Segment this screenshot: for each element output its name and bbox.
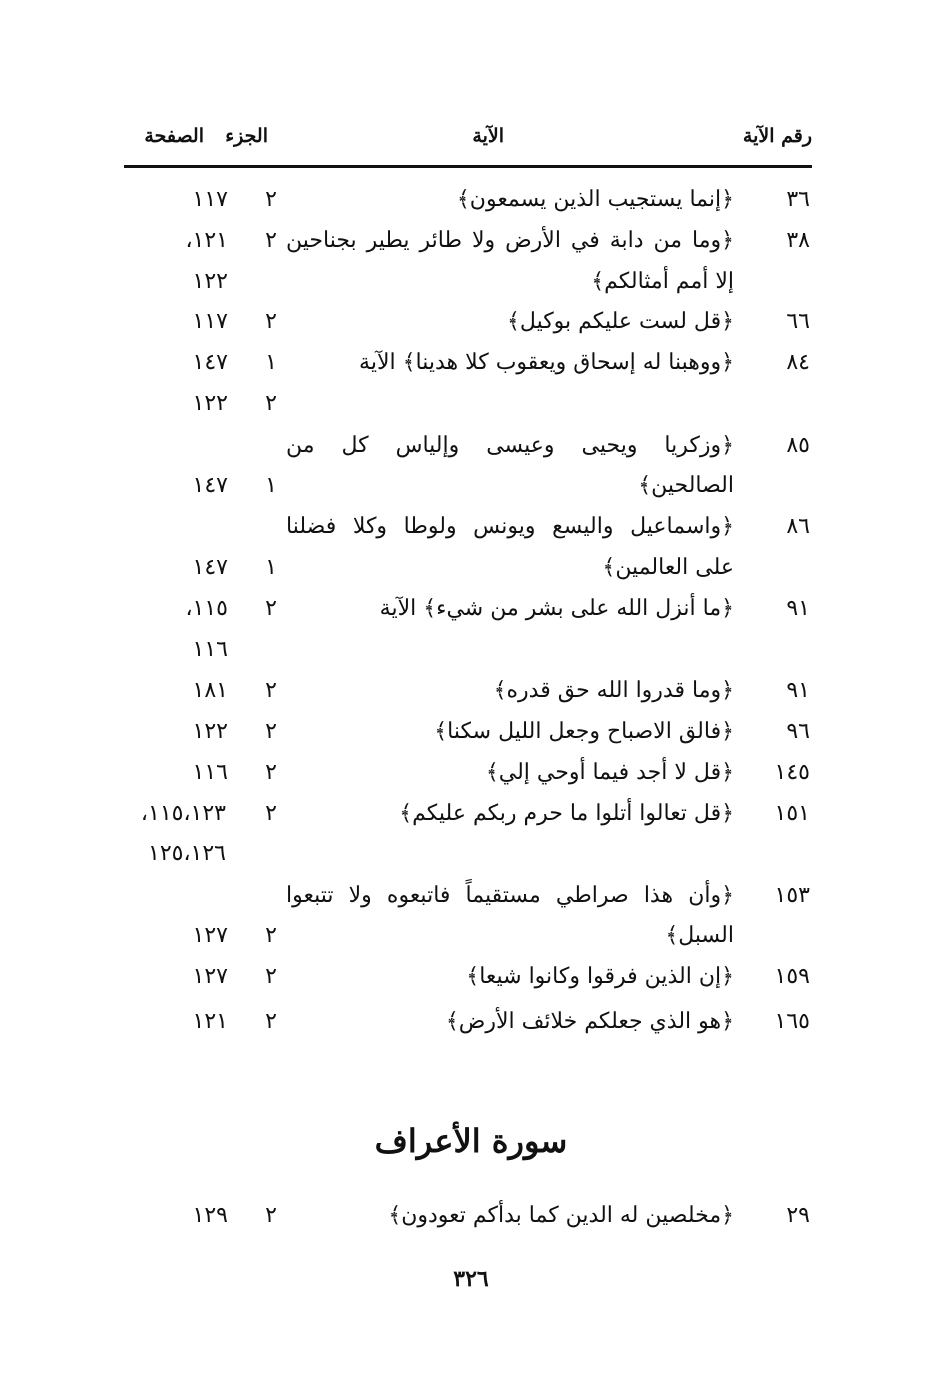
ayah-text: ﴿هو الذي جعلكم خلائف الأرض﴾ xyxy=(445,1009,734,1034)
ayah-text: ﴿فالق الاصباح وجعل الليل سكنا﴾ xyxy=(434,719,734,744)
page-reference: ١١٧ xyxy=(192,187,228,212)
page-reference: ١٤٧ xyxy=(192,350,228,375)
table-row xyxy=(0,671,942,711)
table-row xyxy=(0,426,942,466)
ayah-number: ٣٨ xyxy=(786,228,810,253)
ayah-number: ١٦٥ xyxy=(774,1009,810,1034)
juz-number: ٢ xyxy=(265,923,277,948)
page-number: ٣٢٦ xyxy=(453,1266,489,1292)
page-reference: ١٢٢ xyxy=(192,269,228,294)
ayah-number: ٣٦ xyxy=(786,187,810,212)
table-row xyxy=(0,180,942,220)
table-row xyxy=(0,343,942,383)
juz-number: ١ xyxy=(265,350,277,375)
table-row xyxy=(0,834,942,874)
table-row xyxy=(0,712,942,752)
ayah-text: ﴿وما قدروا الله حق قدره﴾ xyxy=(493,678,734,703)
ayah-text: ﴿إنما يستجيب الذين يسمعون﴾ xyxy=(456,187,734,212)
table-row xyxy=(0,589,942,629)
table-row xyxy=(0,262,942,302)
ayah-text: على العالمين﴾ xyxy=(602,555,734,580)
juz-number: ٢ xyxy=(265,719,277,744)
ayah-text: ﴿قل لا أجد فيما أوحي إلي﴾ xyxy=(485,760,734,785)
page-reference: ١٢٢ xyxy=(192,719,228,744)
ayah-text: الصالحين﴾ xyxy=(638,473,734,498)
juz-number: ٢ xyxy=(265,596,277,621)
header-ayah-number: رقم الآية xyxy=(742,125,812,147)
juz-number: ٢ xyxy=(265,678,277,703)
table-row xyxy=(0,794,942,834)
juz-number: ١ xyxy=(265,473,277,498)
page-reference: ١١٥، xyxy=(185,596,228,621)
juz-number: ٢ xyxy=(265,391,277,416)
ayah-number: ٨٥ xyxy=(786,433,810,458)
table-row xyxy=(0,384,942,424)
juz-number: ٢ xyxy=(265,1009,277,1034)
table-row xyxy=(0,302,942,342)
page-reference: ١٢٥،١٢٦ xyxy=(148,841,226,866)
table-row xyxy=(0,466,942,506)
ayah-number: ٨٤ xyxy=(786,350,810,375)
table-row xyxy=(0,753,942,793)
table-row xyxy=(0,630,942,670)
table-header xyxy=(124,125,812,159)
header-ayah: الآية xyxy=(472,125,504,147)
header-juz: الجزء xyxy=(225,125,268,147)
page-reference: ١٤٧ xyxy=(192,473,228,498)
ayah-number: ٩١ xyxy=(786,596,810,621)
table-row xyxy=(0,507,942,547)
table-row xyxy=(0,1002,942,1042)
page-reference: ١٢٧ xyxy=(192,923,228,948)
header-rule xyxy=(124,165,812,168)
ayah-text: ﴿وما من دابة في الأرض ولا طائر يطير بجناحين xyxy=(286,228,734,253)
ayah-number: ١٥٩ xyxy=(774,964,810,989)
table-row xyxy=(0,221,942,261)
ayah-number: ٩١ xyxy=(786,678,810,703)
ayah-text: إلا أمم أمثالكم﴾ xyxy=(591,269,734,294)
table-row xyxy=(0,916,942,956)
header-page: الصفحة xyxy=(144,125,204,147)
ayah-text: ﴿ما أنزل الله على بشر من شيء﴾ الآية xyxy=(379,596,734,621)
page-reference: ١٢٩ xyxy=(192,1203,228,1228)
ayah-text: ﴿قل تعالوا أتلوا ما حرم ربكم عليكم﴾ xyxy=(399,801,734,826)
surah-title: سورة الأعراف xyxy=(374,1122,568,1160)
ayah-number: ٩٦ xyxy=(786,719,810,744)
juz-number: ٢ xyxy=(265,187,277,212)
ayah-text: ﴿مخلصين له الدين كما بدأكم تعودون﴾ xyxy=(388,1203,734,1228)
page-reference: ١١٧ xyxy=(192,309,228,334)
ayah-text: ﴿قل لست عليكم بوكيل﴾ xyxy=(507,309,734,334)
page-reference: ١١٦ xyxy=(192,760,228,785)
page-reference: ١٢٢ xyxy=(192,391,228,416)
juz-number: ٢ xyxy=(265,309,277,334)
table-row xyxy=(0,876,942,916)
page-reference: ١٢١، xyxy=(185,228,228,253)
juz-number: ١ xyxy=(265,555,277,580)
ayah-text: ﴿وزكريا ويحيى وعيسى وإلياس كل من xyxy=(286,433,734,458)
ayah-number: ١٥١ xyxy=(774,801,810,826)
page-reference: ١١٥،١٢٣، xyxy=(140,801,226,826)
page-reference: ١١٦ xyxy=(192,637,228,662)
table-row xyxy=(0,1196,942,1236)
ayah-text: ﴿واسماعيل واليسع ويونس ولوطا وكلا فضلنا xyxy=(286,514,734,539)
ayah-number: ١٤٥ xyxy=(774,760,810,785)
ayah-text: ﴿إن الذين فرقوا وكانوا شيعا﴾ xyxy=(466,964,734,989)
page-reference: ١٢٧ xyxy=(192,964,228,989)
juz-number: ٢ xyxy=(265,228,277,253)
ayah-number: ١٥٣ xyxy=(774,883,810,908)
page-reference: ١٤٧ xyxy=(192,555,228,580)
ayah-text: ﴿ووهبنا له إسحاق ويعقوب كلا هدينا﴾ الآية xyxy=(359,350,734,375)
ayah-text: ﴿وأن هذا صراطي مستقيماً فاتبعوه ولا تتبعوا xyxy=(286,883,734,908)
juz-number: ٢ xyxy=(265,760,277,785)
ayah-text: السبل﴾ xyxy=(665,923,734,948)
page-reference: ١٢١ xyxy=(192,1009,228,1034)
ayah-number: ٢٩ xyxy=(786,1203,810,1228)
page-reference: ١٨١ xyxy=(192,678,228,703)
juz-number: ٢ xyxy=(265,801,277,826)
ayah-number: ٦٦ xyxy=(786,309,810,334)
table-row xyxy=(0,548,942,588)
juz-number: ٢ xyxy=(265,1203,277,1228)
table-row xyxy=(0,957,942,997)
ayah-number: ٨٦ xyxy=(786,514,810,539)
juz-number: ٢ xyxy=(265,964,277,989)
